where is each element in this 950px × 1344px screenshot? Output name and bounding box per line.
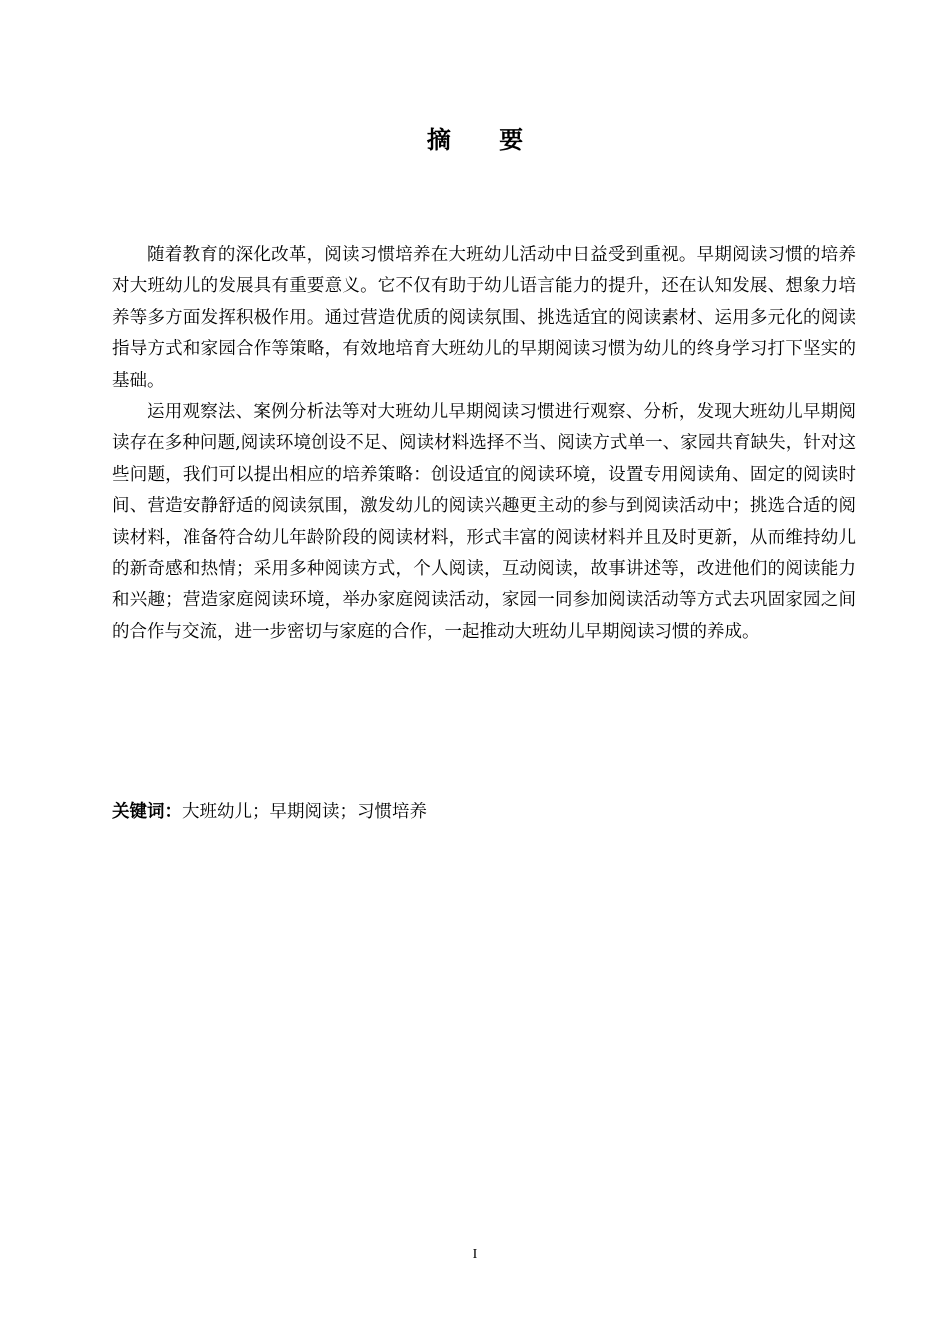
keywords-value: 大班幼儿；早期阅读；习惯培养 [182, 802, 427, 822]
abstract-paragraph-2: 运用观察法、案例分析法等对大班幼儿早期阅读习惯进行观察、分析，发现大班幼儿早期阅读存在多种问题,阅读环境创设不足、阅读材料选择不当、阅读方式单一、家园共育缺失，针对这些问题，我们可以提出相应的培养策略：创设适宜的阅读环境，设置专用阅读角、固定的阅读时间、营造安静舒适的阅读氛围，激发幼儿的阅读兴趣更主动的参与到阅读活动中；挑选合适的阅读材料，准备符合幼儿年龄阶段的阅读材料，形式丰富的阅读材料并且及时更新，从而维持幼儿的新奇感和热情；采用多种阅读方式，个人阅读，互动阅读，故事讲述等，改进他们的阅读能力和兴趣；营造家庭阅读环境，举办家庭阅读活动，家园一同参加阅读活动等方式去巩固家园之间的合作与交流，进一步密切与家庭的合作，一起推动大班幼儿早期阅读习惯的养成。 [112, 402, 856, 642]
keywords-label: 关键词： [112, 802, 182, 822]
keywords-line [112, 797, 856, 827]
page-number: I [472, 1247, 478, 1262]
abstract-title: 摘 要 [426, 126, 544, 154]
abstract-body [112, 240, 856, 648]
abstract-paragraph-1: 随着教育的深化改革，阅读习惯培养在大班幼儿活动中日益受到重视。早期阅读习惯的培养对大班幼儿的发展具有重要意义。它不仅有助于幼儿语言能力的提升，还在认知发展、想象力培养等多方面发挥积极作用。通过营造优质的阅读氛围、挑选适宜的阅读素材、运用多元化的阅读指导方式和家园合作等策略，有效地培育大班幼儿的早期阅读习惯为幼儿的终身学习打下坚实的基础。 [112, 245, 856, 391]
